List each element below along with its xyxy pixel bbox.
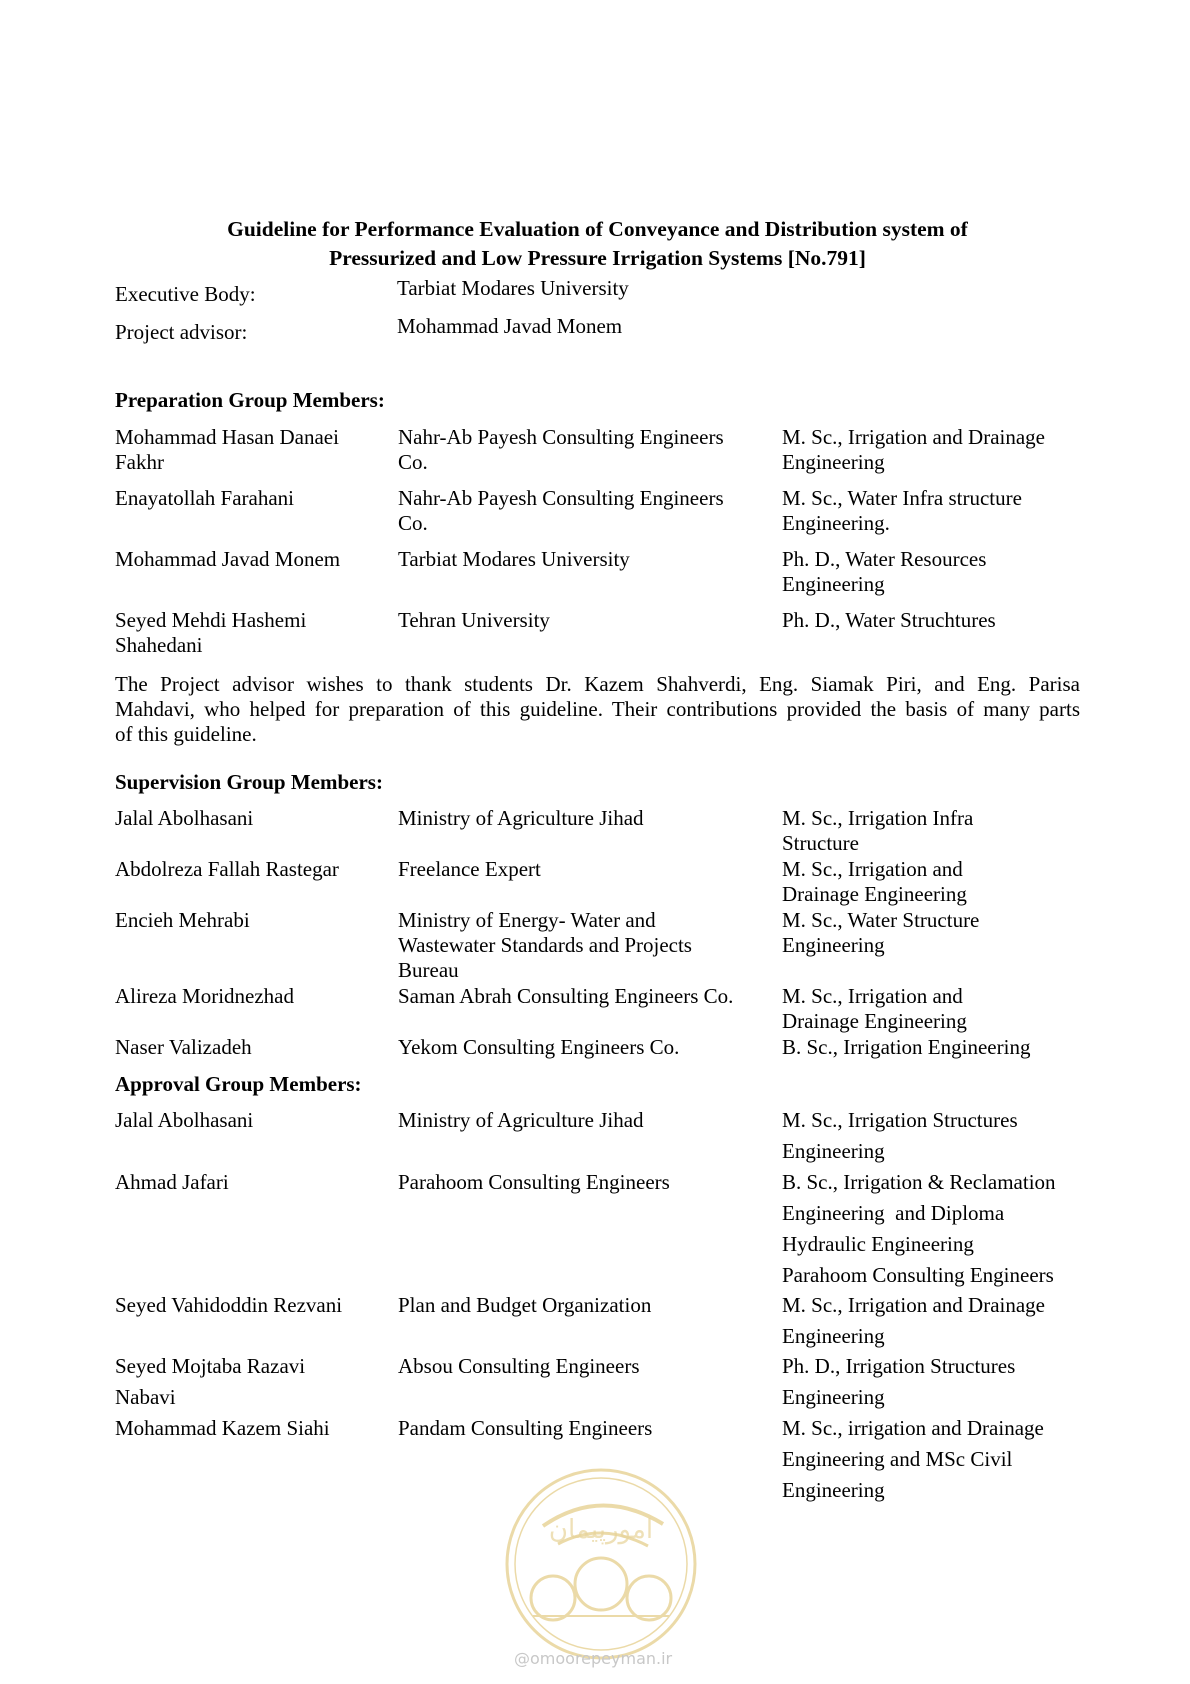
watermark-logo-icon (503, 1466, 699, 1662)
member-organization: Freelance Expert (398, 857, 541, 881)
project-advisor-value: Mohammad Javad Monem (397, 314, 623, 338)
acknowledgement-line: Mahdavi, who helped for preparation of this guideline. Their contributions provided the basis of many parts (115, 697, 1080, 721)
member-organization: Yekom Consulting Engineers Co. (398, 1035, 680, 1059)
member-degree: Ph. D., Water Resources Engineering (782, 547, 987, 596)
title-line-2: Pressurized and Low Pressure Irrigation Systems [No.791] (329, 246, 866, 270)
member-name: Alireza Moridnezhad (115, 984, 295, 1008)
supervision-heading: Supervision Group Members: (115, 770, 383, 794)
member-degree: B. Sc., Irrigation & Reclamation Engineering and Diploma Hydraulic Engineering Parahoom Consulting Engineers (782, 1170, 1056, 1287)
member-organization: Nahr-Ab Payesh Consulting Engineers Co. (398, 425, 724, 474)
acknowledgement-line: The Project advisor wishes to thank students Dr. Kazem Shahverdi, Eng. Siamak Piri, and Eng. Parisa (115, 672, 1080, 696)
member-name: Jalal Abolhasani (115, 1108, 254, 1132)
member-name: Mohammad Javad Monem (115, 547, 341, 571)
member-organization: Ministry of Agriculture Jihad (398, 1108, 644, 1132)
executive-body-value: Tarbiat Modares University (397, 276, 629, 300)
member-name: Seyed Mehdi Hashemi Shahedani (115, 608, 307, 657)
member-degree: M. Sc., Irrigation and Drainage Engineering (782, 857, 967, 906)
member-degree: M. Sc., Irrigation Structures Engineering (782, 1108, 1018, 1163)
member-name: Enayatollah Farahani (115, 486, 295, 510)
member-organization: Plan and Budget Organization (398, 1293, 652, 1317)
watermark-url: @omoorepeyman.ir (514, 1649, 673, 1668)
member-degree: Ph. D., Irrigation Structures Engineering (782, 1354, 1016, 1409)
member-name: Ahmad Jafari (115, 1170, 229, 1194)
approval-heading: Approval Group Members: (115, 1072, 362, 1096)
member-organization: Tehran University (398, 608, 550, 632)
member-organization: Nahr-Ab Payesh Consulting Engineers Co. (398, 486, 724, 535)
member-name: Seyed Mojtaba Razavi Nabavi (115, 1354, 306, 1409)
member-organization: Ministry of Energy- Water and Wastewater Standards and Projects Bureau (398, 908, 692, 982)
member-degree: M. Sc., Water Structure Engineering (782, 908, 980, 957)
member-degree: M. Sc., Irrigation and Drainage Engineering (782, 425, 1046, 474)
member-name: Mohammad Hasan Danaei Fakhr (115, 425, 339, 474)
project-advisor-label: Project advisor: (115, 320, 248, 344)
member-organization: Saman Abrah Consulting Engineers Co. (398, 984, 734, 1008)
member-degree: M. Sc., irrigation and Drainage Engineering and MSc Civil Engineering (782, 1416, 1044, 1502)
title-line-1: Guideline for Performance Evaluation of Conveyance and Distribution system of (227, 217, 968, 241)
member-degree: M. Sc., Irrigation and Drainage Engineering (782, 984, 967, 1033)
member-degree: M. Sc., Water Infra structure Engineering. (782, 486, 1022, 535)
member-organization: Parahoom Consulting Engineers (398, 1170, 670, 1194)
member-organization: Pandam Consulting Engineers (398, 1416, 653, 1440)
member-name: Seyed Vahidoddin Rezvani (115, 1293, 343, 1317)
member-degree: B. Sc., Irrigation Engineering (782, 1035, 1031, 1059)
member-name: Encieh Mehrabi (115, 908, 250, 932)
member-name: Abdolreza Fallah Rastegar (115, 857, 339, 881)
page-title (115, 215, 1080, 273)
executive-body-label: Executive Body: (115, 282, 256, 306)
member-name: Jalal Abolhasani (115, 806, 254, 830)
member-name: Mohammad Kazem Siahi (115, 1416, 330, 1440)
member-organization: Ministry of Agriculture Jihad (398, 806, 644, 830)
watermark-logo-text: امورپیمان (548, 1515, 654, 1545)
acknowledgement-line: of this guideline. (115, 722, 257, 746)
member-degree: Ph. D., Water Struchtures (782, 608, 996, 632)
acknowledgement-paragraph (115, 672, 1080, 747)
member-organization: Absou Consulting Engineers (398, 1354, 640, 1378)
member-organization: Tarbiat Modares University (398, 547, 630, 571)
member-degree: M. Sc., Irrigation and Drainage Engineering (782, 1293, 1046, 1348)
preparation-heading: Preparation Group Members: (115, 388, 385, 412)
member-name: Naser Valizadeh (115, 1035, 252, 1059)
member-degree: M. Sc., Irrigation Infra Structure (782, 806, 974, 855)
